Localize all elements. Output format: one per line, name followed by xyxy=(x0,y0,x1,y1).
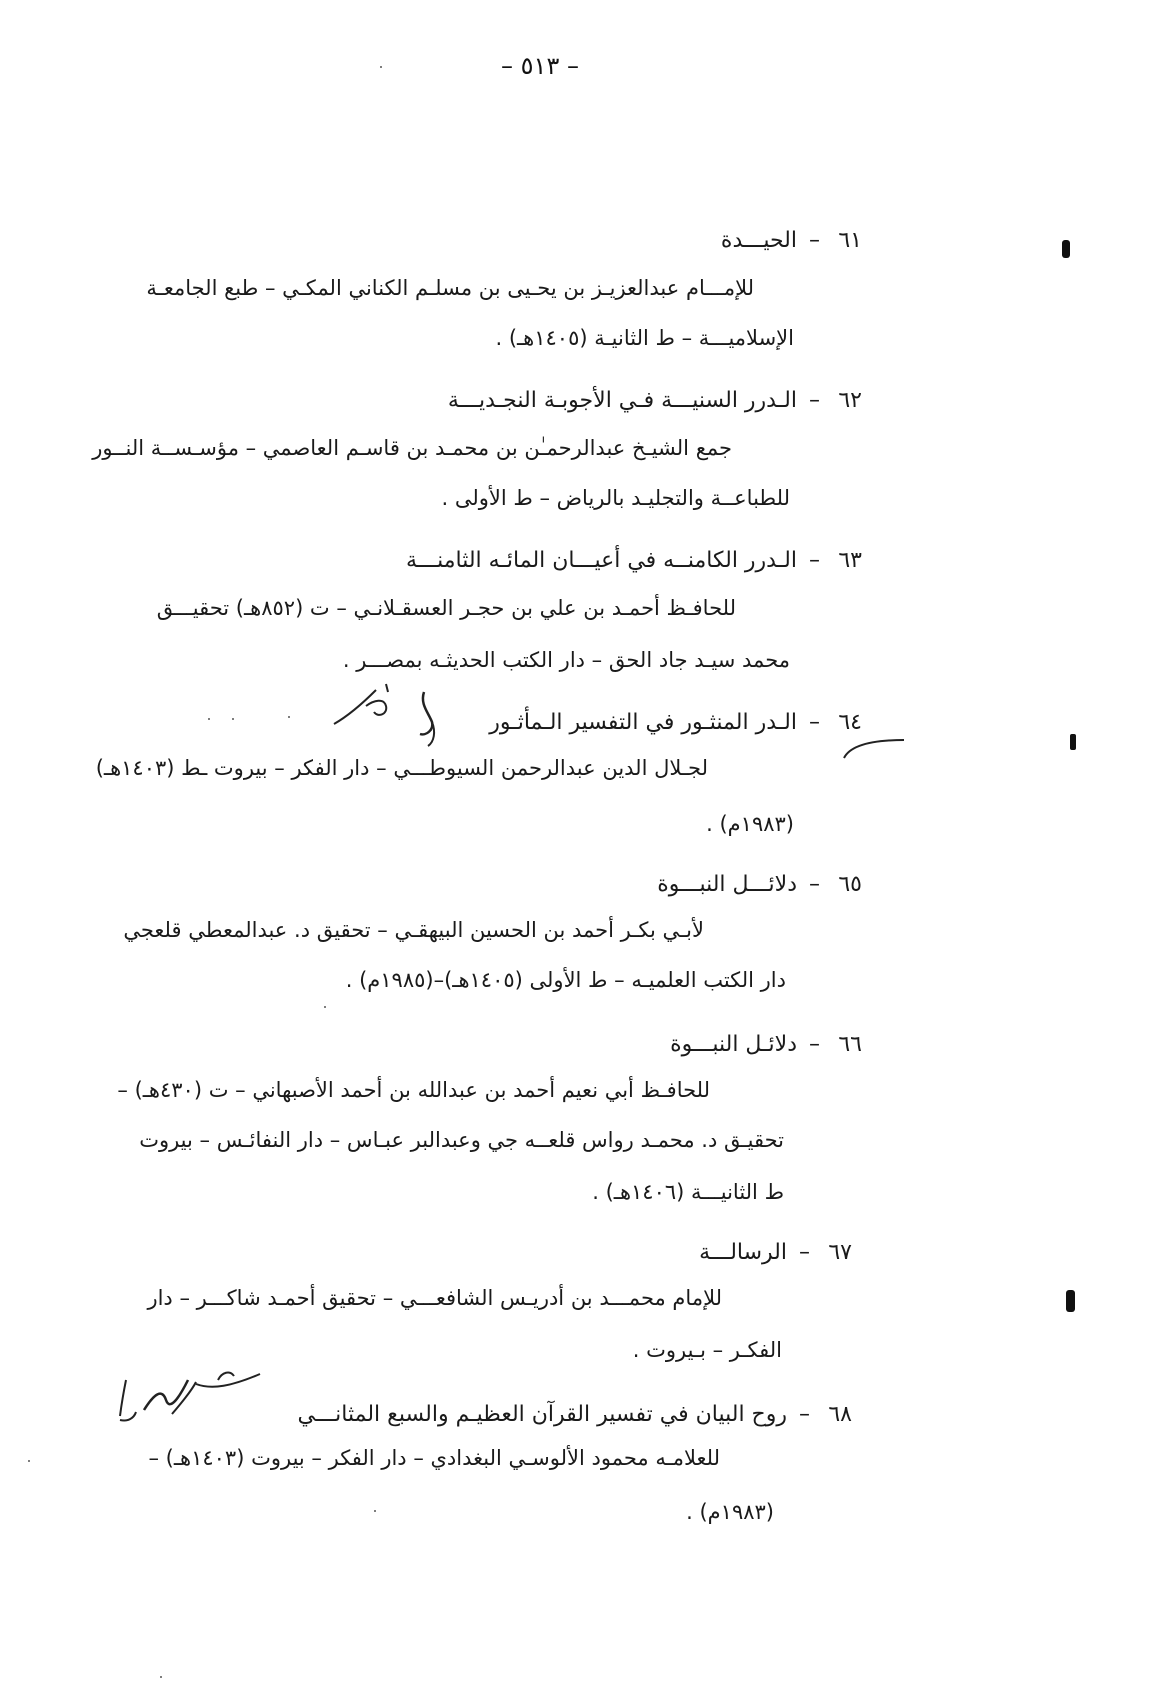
entry-title: دلائـــل النبـــوة xyxy=(657,872,797,897)
entry-detail-line: تحقيـق د. محمـد رواس قلعــه جي وعبدالبر عبـاس – دار النفائـس – بيروت xyxy=(139,1128,784,1152)
entry-number: ٦١ xyxy=(838,228,862,253)
entry-title: الرسالـــة xyxy=(699,1240,787,1265)
entry-number: ٦٦ xyxy=(838,1032,862,1057)
entry-detail-line: للعلامـه محمود الألوسـي البغدادي – دار الفكر – بيروت (١٤٠٣هـ) – xyxy=(148,1446,720,1470)
entry-dash: – xyxy=(809,710,820,735)
entry-dash: – xyxy=(809,872,820,897)
entry-title-line xyxy=(298,1402,853,1427)
entry-number: ٦٤ xyxy=(838,710,862,735)
entry-detail-line: لجـلال الدين عبدالرحمن السيوطـــي – دار الفكر – بيروت ـط (١٤٠٣هـ) xyxy=(95,756,708,780)
margin-mark xyxy=(1070,734,1076,750)
handwritten-stroke xyxy=(840,732,910,762)
scan-speck xyxy=(28,1460,30,1462)
entry-detail-line: للإمام محمـــد بن أدريـس الشافعـــي – تحقيق أحمـد شاكـــر – دار xyxy=(147,1286,722,1310)
entry-dash: – xyxy=(799,1402,810,1427)
scan-speck xyxy=(160,1676,162,1678)
entry-number: ٦٨ xyxy=(828,1402,852,1427)
scan-speck xyxy=(208,718,210,720)
entry-title-line xyxy=(657,872,862,897)
entry-title-line xyxy=(406,548,862,573)
entry-detail-line: جمع الشيـخ عبدالرحمـٰن بن محمـد بن قاسـم العاصمي – مؤسـســة النــور xyxy=(92,436,732,460)
scan-speck xyxy=(324,1006,326,1008)
entry-number: ٦٥ xyxy=(838,872,862,897)
scan-speck xyxy=(232,718,234,720)
entry-title-line xyxy=(699,1240,852,1265)
entry-detail-line: للإمـــام عبدالعزيـز بن يحـيى بن مسلـم الكناني المكـي – طبع الجامعـة xyxy=(146,276,754,300)
entry-dash: – xyxy=(799,1240,810,1265)
entry-title: روح البيان في تفسير القرآن العظيـم والسبع المثانـــي xyxy=(297,1402,787,1427)
entry-title-line xyxy=(489,710,862,735)
entry-title-line xyxy=(448,388,862,413)
entry-number: ٦٣ xyxy=(838,548,862,573)
entry-number: ٦٢ xyxy=(838,388,862,413)
entry-detail-line: محمد سيـد جاد الحق – دار الكتب الحديثـه بمصـــر . xyxy=(342,648,790,672)
entry-title: الـدر المنثـور في التفسير الـمأثـور xyxy=(489,710,797,735)
entry-title: الحيـــدة xyxy=(720,228,797,253)
margin-mark xyxy=(1066,1290,1075,1312)
scan-speck xyxy=(380,66,382,68)
entry-detail-line: (١٩٨٣م) . xyxy=(686,1500,774,1524)
entry-detail-line: ط الثانيـــة (١٤٠٦هـ) . xyxy=(592,1180,784,1204)
entry-detail-line: الفكـر – بـيروت . xyxy=(632,1338,782,1362)
page-number: – ٥١٣ – xyxy=(501,52,579,80)
entry-detail-line: للطباعــة والتجليـد بالرياض – ط الأولى . xyxy=(441,486,790,510)
handwritten-signature xyxy=(100,1360,270,1440)
entry-dash: – xyxy=(809,228,820,253)
scan-speck xyxy=(288,716,290,718)
entry-title-line xyxy=(721,228,862,253)
margin-mark xyxy=(1062,240,1070,258)
handwritten-annotation xyxy=(328,672,448,752)
entry-title: الـدرر السنيـــة فـي الأجوبـة النجـديـــة xyxy=(447,388,797,413)
entry-number: ٦٧ xyxy=(828,1240,852,1265)
entry-detail-line: للحافـظ أحمـد بن علي بن حجـر العسقـلانـي – ت (٨٥٢هـ) تحقيـــق xyxy=(156,596,736,620)
entry-title-line xyxy=(670,1032,862,1057)
entry-detail-line: (١٩٨٣م) . xyxy=(706,812,794,836)
scan-speck xyxy=(374,1510,376,1512)
entry-detail-line: لأبـي بكـر أحمد بن الحسين البيهقـي – تحقيق د. عبدالمعطي قلعجي xyxy=(123,918,704,942)
entry-detail-line: دار الكتب العلميـه – ط الأولى (١٤٠٥هـ)–(١٩٨٥م) . xyxy=(345,968,786,992)
entry-detail-line: الإسلاميـــة – ط الثانيـة (١٤٠٥هـ) . xyxy=(495,326,794,350)
entry-dash: – xyxy=(809,1032,820,1057)
entry-title: دلائـل النبـــوة xyxy=(670,1032,797,1057)
entry-detail-line: للحافـظ أبي نعيم أحمد بن عبدالله بن أحمد الأصبهاني – ت (٤٣٠هـ) – xyxy=(117,1078,710,1102)
entry-dash: – xyxy=(809,548,820,573)
entry-title: الـدرر الكامنــه في أعيـــان المائـه الثامنـــة xyxy=(405,548,797,573)
entry-dash: – xyxy=(809,388,820,413)
